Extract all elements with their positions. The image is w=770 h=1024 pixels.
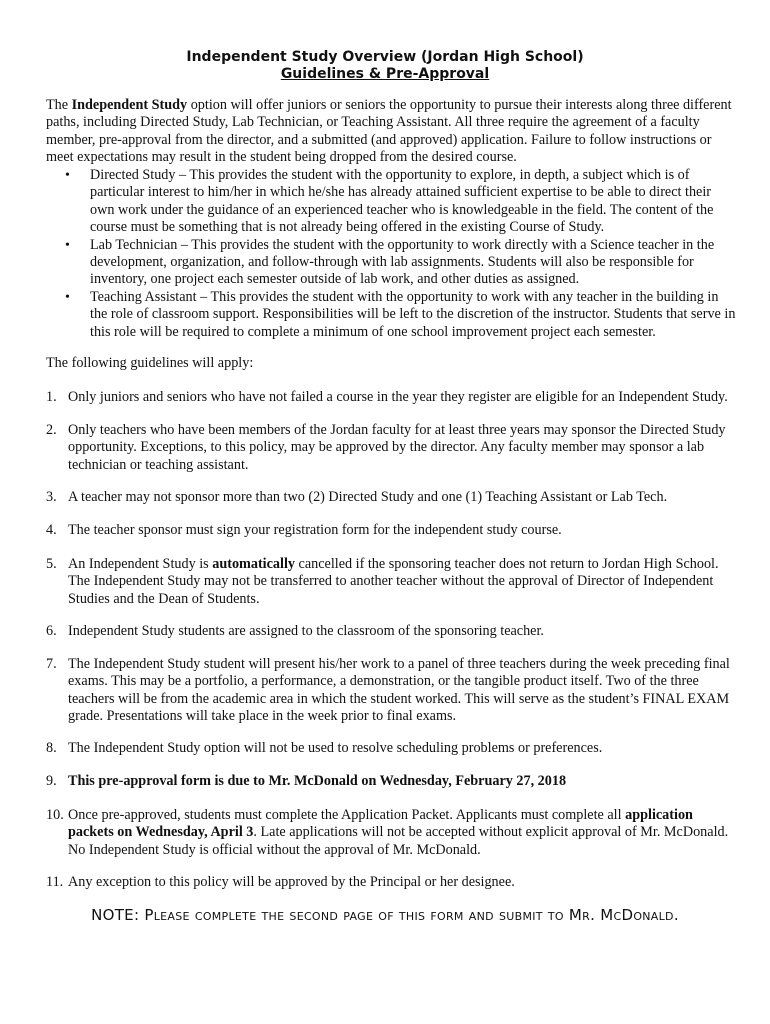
bullet-icon: • xyxy=(65,237,70,253)
bullet-text: Directed Study – This provides the student with the opportunity to explore, in depth, a subject which is of particular interest to him/her in which he/she has already attained sufficient expertise to be able to direct their own work under the guidance of an experienced teacher who is knowledgeable in the field. The content of the course must be something that is not already being offered in the existing Course of Study. xyxy=(90,167,714,236)
guideline-number: 9. xyxy=(46,773,57,789)
guideline-number: 11. xyxy=(46,874,64,890)
guideline-number: 10. xyxy=(46,807,64,823)
guideline-item-11 xyxy=(46,874,736,891)
guideline-text-post: cancelled if the sponsoring teacher does not return to Jordan High School. The Independent Study may not be transferred to another teacher without the approval of Director of Independent Studies and the Dean of Students. xyxy=(68,556,719,607)
guideline-text-bold: automatically xyxy=(212,556,295,572)
intro-paragraph xyxy=(46,97,736,167)
guideline-number: 2. xyxy=(46,422,57,438)
guideline-text-post: . Late applications will not be accepted without explicit approval of Mr. McDonald. No Independent Study is official without the approval of Mr. McDonald. xyxy=(68,824,729,858)
guideline-number: 8. xyxy=(46,740,57,756)
guideline-text: Any exception to this policy will be approved by the Principal or her designee. xyxy=(68,874,515,890)
intro-post: option will offer juniors or seniors the opportunity to pursue their interests along three different paths, including Directed Study, Lab Technician, or Teaching Assistant. All three require the agreement of a faculty member, pre-approval from the director, and a submitted (and approved) application. Failure to follow instructions or meet expectations may result in the student being dropped from the desired course. xyxy=(46,97,732,166)
guideline-item-7 xyxy=(46,656,736,726)
guideline-item-10 xyxy=(46,807,736,859)
guideline-text-bold: application packets on Wednesday, April 3 xyxy=(68,807,693,841)
guideline-text xyxy=(68,807,736,859)
bullet-text: Teaching Assistant – This provides the student with the opportunity to work with any teacher in the building in the role of classroom support. Responsibilities will be left to the discretion of the instructor. Students that serve in this role will be required to complete a minimum of one school improvement project each semester. xyxy=(90,288,736,340)
guideline-text-pre: An Independent Study is xyxy=(68,556,213,572)
guideline-item-1 xyxy=(46,389,736,406)
bullet-icon: • xyxy=(65,168,70,183)
bullet-icon: • xyxy=(65,289,70,305)
submission-note: NOTE: Please complete the second page of this form and submit to Mr. McDonald. xyxy=(91,906,679,924)
guideline-text: The teacher sponsor must sign your registration form for the independent study course. xyxy=(68,522,562,538)
guideline-number: 3. xyxy=(46,489,57,505)
intro-pre: The xyxy=(46,97,72,113)
guideline-text: The Independent Study option will not be used to resolve scheduling problems or preferences. xyxy=(68,740,603,756)
bullet-text: Lab Technician – This provides the student with the opportunity to work directly with a Science teacher in the development, organization, and follow-through with lab assignments. Students will also be responsible for inventory, one project each semester outside of lab work, and other duties as assigned. xyxy=(90,236,715,288)
guideline-item-5 xyxy=(46,556,736,608)
guideline-text-pre: Once pre-approved, students must complete the Application Packet. Applicants must complete all xyxy=(68,807,626,823)
guideline-text-bold: This pre-approval form is due to Mr. McDonald on Wednesday, February 27, 2018 xyxy=(68,773,567,789)
guideline-item-6 xyxy=(46,623,736,640)
guideline-text: Only teachers who have been members of the Jordan faculty for at least three years may sponsor the Directed Study opportunity. Exceptions, to this policy, may be approved by the director. Any faculty member may sponsor a lab technician or teaching assistant. xyxy=(68,422,726,473)
guideline-number: 6. xyxy=(46,623,57,639)
guideline-text: Independent Study students are assigned to the classroom of the sponsoring teacher. xyxy=(68,623,544,639)
bullet-teaching-assistant xyxy=(46,289,736,341)
guideline-text: The Independent Study student will present his/her work to a panel of three teachers during the week preceding final exams. This may be a portfolio, a performance, a demonstration, or the tangible product itself. Two of the three teachers will be from the academic area in which the student worked. This will serve as the student’s FINAL EXAM grade. Presentations will take place in the week prior to final exams. xyxy=(68,656,730,725)
guideline-number: 7. xyxy=(46,656,57,672)
guideline-text: Only juniors and seniors who have not failed a course in the year they register are eligible for an Independent Study. xyxy=(68,389,728,405)
bullet-lab-technician xyxy=(46,237,736,289)
guideline-number: 1. xyxy=(46,389,57,405)
guideline-text xyxy=(68,773,736,790)
bullet-directed-study xyxy=(46,167,736,237)
guideline-item-8 xyxy=(46,740,736,757)
document-subtitle: Guidelines & Pre-Approval xyxy=(280,66,490,82)
guidelines-intro: The following guidelines will apply: xyxy=(46,355,254,371)
guideline-item-4 xyxy=(46,522,736,539)
guideline-item-3 xyxy=(46,489,736,506)
guideline-text: A teacher may not sponsor more than two (2) Directed Study and one (1) Teaching Assistant or Lab Tech. xyxy=(68,489,668,505)
guideline-number: 4. xyxy=(46,522,57,538)
guideline-item-2 xyxy=(46,422,736,474)
intro-bold: Independent Study xyxy=(71,97,188,113)
document-title: Independent Study Overview (Jordan High School) xyxy=(186,49,584,65)
guideline-text xyxy=(68,556,736,608)
path-bullet-list xyxy=(46,167,736,341)
guideline-item-9 xyxy=(46,773,736,790)
guideline-number: 5. xyxy=(46,556,57,572)
